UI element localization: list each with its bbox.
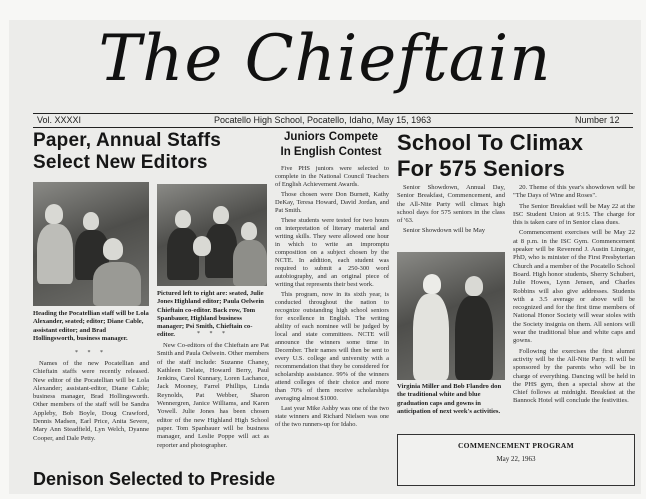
story3-paragraph: Following the exercises the first alumni activity will be the All-Nite Party. It will be sponsored by the parents who will be in charge of everything. Dancing will be held in the PHS gym, then a special show at the Chief follows at midnight. Breakfast at the Bannock Hotel will conclude the festivities.: [513, 347, 635, 405]
caption-pocatellian-staff: Heading the Pocatellian staff will be Lola Alexander, seated; editor; Diane Cable, assistant editor; and Brad Hollingsworth, business manager.: [33, 310, 149, 342]
story2-paragraph: These students were tested for two hours on interpretation of literary material and writing skills. They were allowed one hour in which to write an impromptu composition on a subject chosen by the NCTE. In addition, each student was required to submit a 250-300 word autobiography, and an original piece of writing that represents their best work.: [275, 217, 389, 288]
story2-paragraph: Five PHS juniors were selected to complete in the National Council Teachers of English Achievement Awards.: [275, 165, 389, 188]
masthead-rule-top: [33, 113, 633, 114]
story3-headline-line1: School To Climax: [397, 130, 584, 155]
issue-number: Number 12: [575, 115, 620, 125]
story1-paragraph: Names of the new Pocatellian and Chieftain staffs were recently released. New editor of the Pocatellian will be Lola Alexander; assistant-editor, Diane Cable; business manager, Brad Hollingsworth. Other members of the staff will be Sandra Appleby, Bob Boyle, Doug Crawford, Dennis Madsen, Earl Price, Anita Severe, Mary Ann Steadfield, Lyn Welch, Dyanne Cooper, and Dale Petty.: [33, 360, 149, 442]
separator-stars-right: * * *: [197, 331, 229, 337]
photo-graduates: [397, 252, 505, 380]
commencement-program-box: [397, 434, 635, 486]
story2-paragraph: Those chosen were Don Burnett, Kathy DeKay, Teresa Howard, David Jordan, and Pat Smith.: [275, 191, 389, 214]
story3-paragraph: Senior Showdown, Annual Day, Senior Breakfast, Commencement, and the All-Nite Party will climax high school days for 575 seniors in the class of '63.: [397, 184, 505, 225]
photo-chieftain-staff: [157, 184, 267, 286]
story2-headline: [273, 130, 389, 160]
story2-headline-line1: Juniors Compete: [284, 131, 378, 143]
volume: Vol. XXXXI: [37, 115, 82, 125]
caption-graduates: Virginia Miller and Bob Flandro don the traditional white and blue graduation caps and gowns in anticipation of next week's activities.: [397, 383, 502, 415]
story3-body-right: [513, 184, 635, 408]
dateline: Pocatello High School, Pocatello, Idaho, May 15, 1963: [214, 115, 432, 125]
story3-paragraph: Commencement exercises will be May 22 at 8 p.m. in the ISC Gym. Commencement speaker will be Reverend J. Austin Lininger, PhD, who is minister of the First Presbyterian Church and a member of the Pocatello School Board. High honor students, Sherry Schubert, Julie Howes, Lynn Jensen, and Charles Robbins will also give addresses. Students with a 3.5 average or above will be recognized and for the first time members of National Honor Society will wear stoles with the Society insignia on them. All seniors will wear the traditional blue and white caps and gowns.: [513, 229, 635, 345]
story1-body-right: [157, 342, 269, 452]
masthead-rule-bottom: [33, 127, 633, 128]
story1-headline-line1: Paper, Annual Staffs: [33, 130, 222, 151]
photo-pocatellian-staff: [33, 182, 149, 306]
story2-paragraph: Last year Mike Ashby was one of the two state winners and Richard Nielsen was one of the two runners-up for Idaho.: [275, 405, 389, 428]
story1-headline-line2: Select New Editors: [33, 152, 208, 173]
separator-stars-left: * * *: [75, 350, 107, 356]
story2-body: [275, 165, 389, 431]
story3-paragraph: The Senior Breakfast will be May 22 at the ISC Student Union at 9:15. The charge for this is taken care of in Senior class dues.: [513, 202, 635, 227]
story1-paragraph: New Co-editors of the Chieftain are Pat Smith and Paula Oelwein. Other members of the staff include: Suzanne Chaney, Kathleen Delate, Howard Berry, Paul Jenkins, Carol Kunnary, Loren Lachance, Jack Mooney, Farrel Phillips, Linda Reynolds, Pat Webber, Sharon Wennergren, Janice Williams, and Karen Yowell. Julie Jones has been chosen editor of the new Highland High School paper. Tom Spanbauer will be business manager, and Leslie Poppe will act as reporter and photographer.: [157, 342, 269, 449]
program-date: May 22, 1963: [496, 455, 536, 463]
story3-paragraph: 20. Theme of this year's showdown will be "The Days of Wine and Roses".: [513, 184, 635, 200]
story2-paragraph: This program, now in its sixth year, is conducted throughout the nation to recognize outstanding high school seniors for excellence in English. The writing ability of each nominee will be judged by local and state committees. NCTE will announce the winners some time in December. Their names will then be sent to every U.S. college and university with a recommendation that they be considered for scholarship assistance. 99% of the winners attend colleges of their choice and more than 70% of them receive scholarships averaging almost $1000.: [275, 291, 389, 402]
story3-body-left: [397, 184, 505, 238]
story1-body-left: [33, 360, 149, 445]
story3-headline: [397, 130, 637, 182]
program-title: COMMENCEMENT PROGRAM: [457, 441, 575, 450]
story3-headline-line2: For 575 Seniors: [397, 156, 566, 181]
story2-headline-line2: In English Contest: [280, 146, 382, 158]
story1-headline: [33, 130, 283, 174]
masthead: The Chieftain: [98, 22, 552, 96]
story4-headline: Denison Selected to Preside: [33, 469, 276, 489]
caption-chieftain-staff: Pictured left to right are: seated, Julie Jones Highland editor; Paula Oelwein Chieftain co-editor. Back row, Tom Spanbauer, Highland business manager; Psi Smith, Chieftain co-editor.: [157, 290, 264, 339]
newspaper-page: [9, 20, 641, 494]
story3-paragraph: Senior Showdown will be May: [403, 227, 486, 235]
